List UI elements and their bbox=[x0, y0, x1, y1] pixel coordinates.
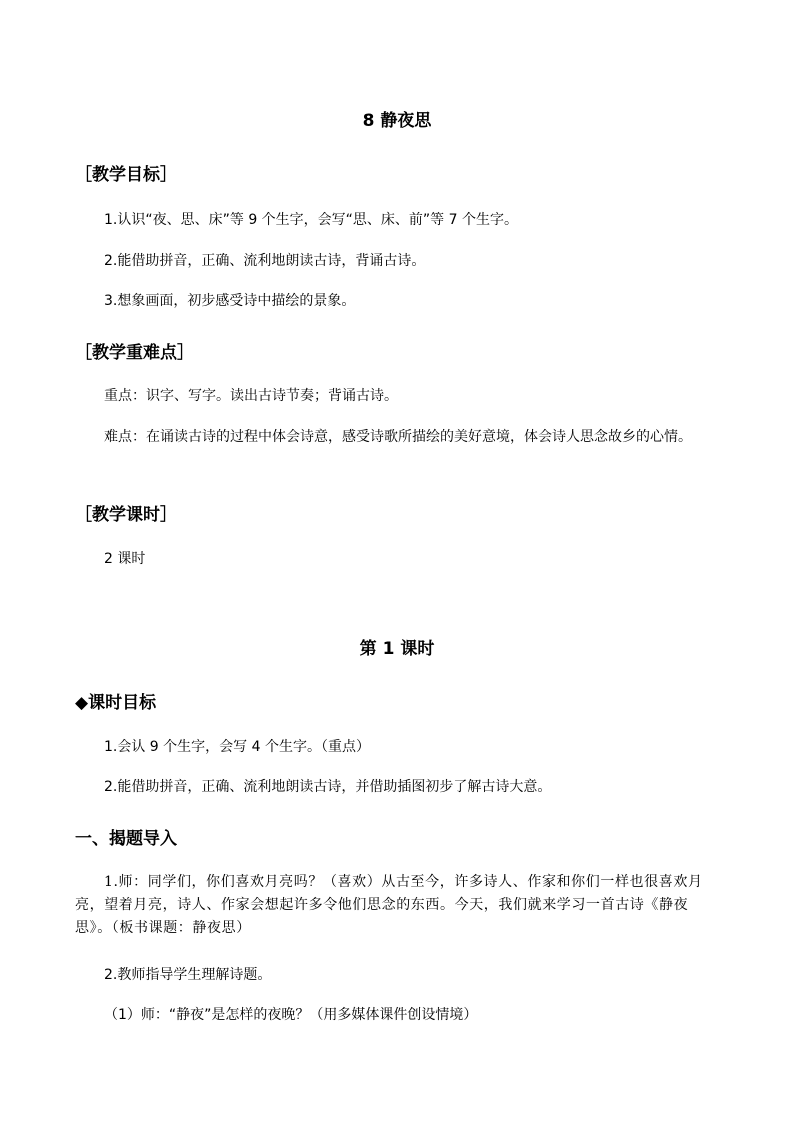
teaching-goal-3: 3.想象画面，初步感受诗中描绘的景象。 bbox=[104, 293, 356, 309]
lesson-title: 8 静夜思 bbox=[362, 111, 432, 131]
part1-item-2: 2.教师指导学生理解诗题。 bbox=[104, 967, 272, 983]
class-hours-heading: ［教学课时］ bbox=[75, 505, 177, 525]
difficult-point: 难点：在诵读古诗的过程中体会诗意，感受诗歌所描绘的美好意境，体会诗人思念故乡的心情。 bbox=[104, 429, 692, 445]
teaching-goals-heading: ［教学目标］ bbox=[75, 165, 177, 185]
key-difficult-heading: ［教学重难点］ bbox=[75, 343, 194, 363]
class-hours-value: 2 课时 bbox=[104, 551, 146, 567]
lesson1-goal-2: 2.能借助拼音，正确、流利地朗读古诗，并借助插图初步了解古诗大意。 bbox=[104, 779, 552, 795]
lesson1-title: 第 1 课时 bbox=[359, 639, 435, 659]
part1-heading: 一、揭题导入 bbox=[75, 829, 177, 849]
part1-item-3: （1）师：“静夜”是怎样的夜晚？（用多媒体课件创设情境） bbox=[104, 1007, 478, 1023]
lesson1-goals-heading: ◆课时目标 bbox=[75, 693, 157, 713]
key-point: 重点：识字、写字。读出古诗节奏；背诵古诗。 bbox=[104, 388, 398, 404]
teaching-goal-2: 2.能借助拼音，正确、流利地朗读古诗，背诵古诗。 bbox=[104, 253, 426, 269]
lesson1-goal-1: 1.会认 9 个生字，会写 4 个生字。（重点） bbox=[104, 739, 370, 755]
teaching-goal-1: 1.认识“夜、思、床”等 9 个生字，会写“思、床、前”等 7 个生字。 bbox=[104, 212, 518, 228]
part1-item-1: 1.师：同学们，你们喜欢月亮吗？（喜欢）从古至今，许多诗人、作家和你们一样也很喜欢月亮，望着月亮，诗人、作家会想起许多令他们思念的东西。今天，我们就来学习一首古诗《静夜思》。（板书课题：静夜思） bbox=[75, 874, 703, 936]
